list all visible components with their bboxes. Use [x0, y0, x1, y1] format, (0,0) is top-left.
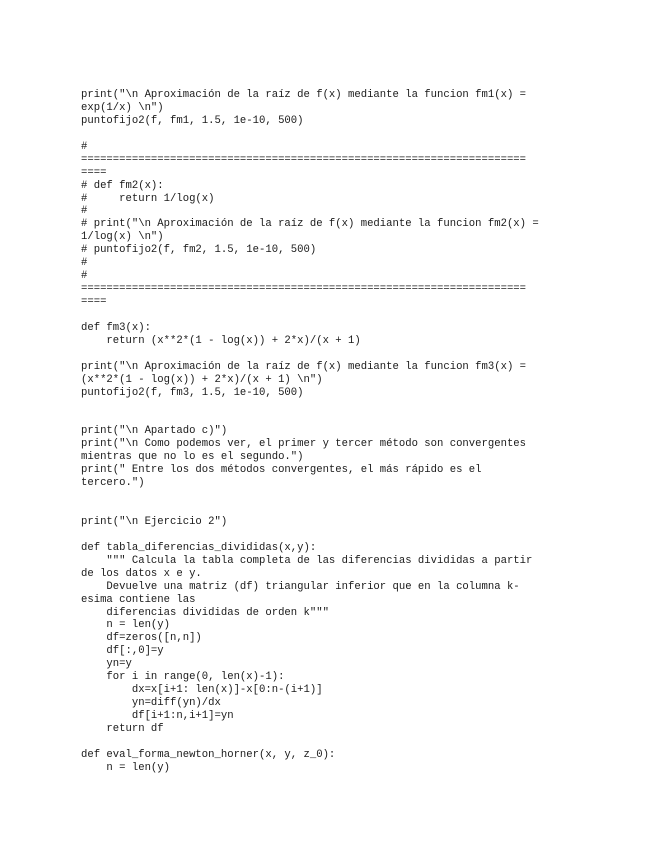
code-line: ==== [81, 296, 107, 308]
code-line [81, 309, 581, 322]
code-line: ==== [81, 166, 107, 179]
code-line: dx=x[i+1: len(x)]-x[0:n-(i+1)] [81, 684, 323, 697]
code-line: # puntofijo2(f, fm2, 1.5, 1e-10, 500) [81, 244, 317, 257]
code-line: # [81, 205, 88, 218]
code-line: df[i+1:n,i+1]=yn [81, 710, 234, 722]
code-line: # print("\n Aproximación de la raíz de f(x) mediante la funcion fm2(x) = [81, 218, 539, 231]
code-line: print("\n Aproximación de la raíz de f(x) mediante la funcion fm1(x) = [81, 89, 527, 101]
code-line: esima contiene las [81, 593, 196, 606]
code-line [81, 736, 581, 749]
code-line: print("\n Como podemos ver, el primer y tercer método son convergentes [81, 438, 527, 451]
code-line: exp(1/x) \n") [81, 101, 164, 114]
code-line: Devuelve una matriz (df) triangular inferior que en la columna k- [81, 580, 520, 593]
code-line: yn=y [81, 658, 132, 671]
code-line: for i in range(0, len(x)-1): [81, 671, 285, 684]
code-line: def eval_forma_newton_horner(x, y, z_0): [81, 748, 336, 761]
code-line: puntofijo2(f, fm1, 1.5, 1e-10, 500) [81, 114, 304, 127]
code-line [81, 400, 581, 413]
code-line [81, 348, 581, 361]
code-line: (x**2*(1 - log(x)) + 2*x)/(x + 1) \n") [81, 373, 323, 386]
code-line [81, 128, 581, 141]
code-line: ====================================================================== [81, 153, 527, 166]
code-line: return df [81, 722, 164, 735]
code-line [81, 529, 581, 542]
code-line: # return 1/log(x) [81, 192, 215, 205]
code-line: print("\n Ejercicio 2") [81, 515, 228, 528]
code-line: n = len(y) [81, 761, 171, 774]
code-line: return (x**2*(1 - log(x)) + 2*x)/(x + 1) [81, 334, 361, 347]
code-line: def fm3(x): [81, 321, 151, 334]
code-line: print("\n Apartado c)") [81, 425, 228, 438]
code-line: """ Calcula la tabla completa de las diferencias divididas a partir [81, 554, 533, 567]
code-line [81, 503, 581, 516]
code-listing [81, 89, 581, 775]
code-line: df=zeros([n,n]) [81, 632, 202, 645]
code-line: ====================================================================== [81, 283, 527, 296]
code-line: # [81, 270, 88, 283]
code-line: diferencias divididas de orden k""" [81, 606, 329, 619]
code-line: # def fm2(x): [81, 179, 164, 192]
code-line: yn=diff(yn)/dx [81, 697, 221, 710]
code-line: # [81, 140, 88, 153]
code-line: mientras que no lo es el segundo.") [81, 451, 304, 464]
code-line: de los datos x e y. [81, 567, 202, 580]
code-line: tercero.") [81, 477, 145, 490]
code-line: puntofijo2(f, fm3, 1.5, 1e-10, 500) [81, 386, 304, 399]
code-line: n = len(y) [81, 619, 171, 632]
code-line: 1/log(x) \n") [81, 231, 164, 244]
code-line [81, 412, 581, 425]
code-line: df[:,0]=y [81, 645, 164, 658]
code-line: # [81, 257, 88, 270]
code-line: print(" Entre los dos métodos convergentes, el más rápido es el [81, 464, 482, 477]
code-line: print("\n Aproximación de la raíz de f(x) mediante la funcion fm3(x) = [81, 360, 527, 373]
code-line [81, 490, 581, 503]
code-line: def tabla_diferencias_divididas(x,y): [81, 541, 317, 554]
